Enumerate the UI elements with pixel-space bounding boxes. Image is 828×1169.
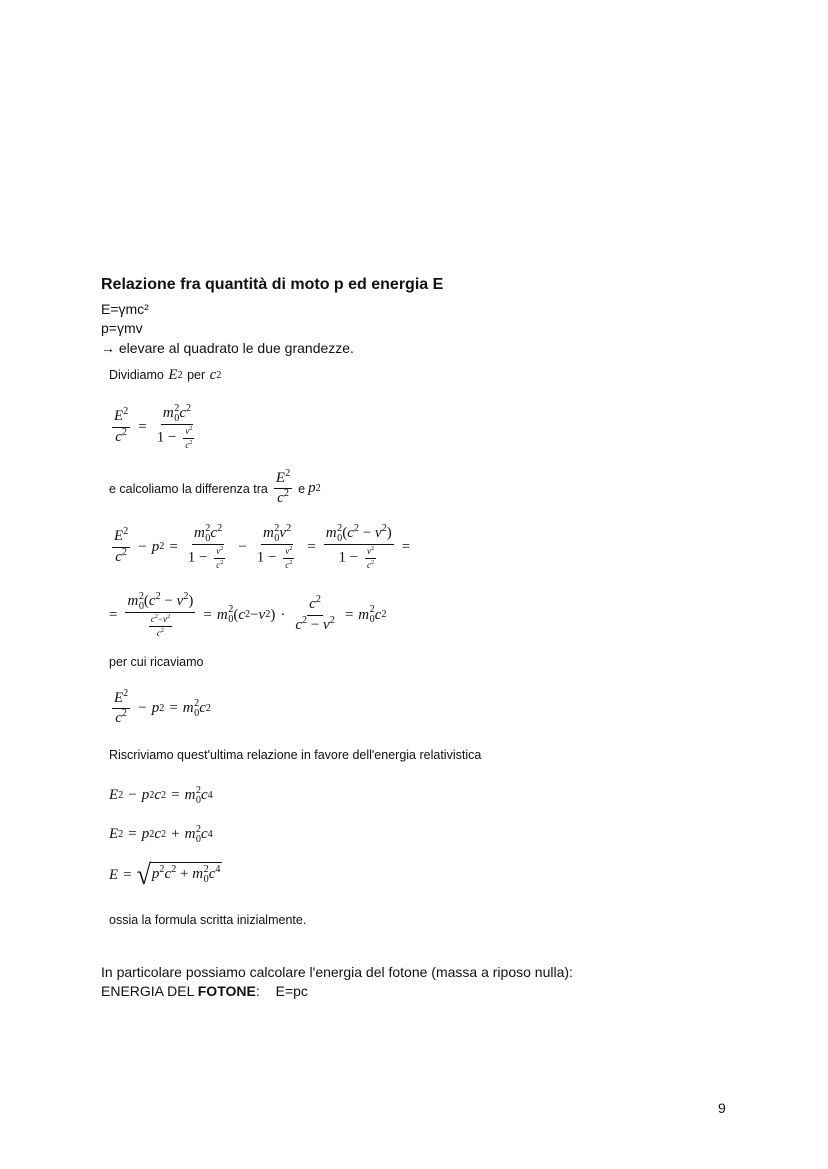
divide-intro: Dividiamo [109,368,164,382]
equation-energy-over-c2: $\frac{E^2}{c^2}$ = m 2 0 $c^2$ 1 − $\frac{v^2}{c^2}$ [114,403,193,450]
rewrite-text: Riscriviamo quest'ultima relazione in favore dell'energia relativistica [109,748,482,762]
equation-result: $\frac{E^2}{c^2}$ − p 2 = m 2 0 c 2 [114,688,211,727]
sqrt-symbol: √ $p^2c^2 + m$ 2 0 $c^4$ [136,858,221,891]
photon-formula: E=pc [275,983,308,999]
math-E2-over-c2: $\frac{E^2}{c^2}$ [275,468,291,507]
photon-intro: In particolare possiamo calcolare l'energia del fotone (massa a riposo nulla): [101,964,573,980]
difference-intro: e calcoliamo la differenza tra [109,481,268,496]
therefore-text: per cui ricaviamo [109,655,204,669]
photon-energy-line [101,983,308,999]
difference-and: e [298,481,306,496]
conclusion-text: ossia la formula scritta inizialmente. [109,913,307,927]
divide-line [109,366,221,384]
equation-difference-step2: = m 2 0 $(c^2 - v^2)$ $\frac{c^2-v^2}{c^2}$ = m 2 0 ( c 2 − v 2 ) · $\frac{c^2}{c^2 - v^2}$ = m 2 0 c 2 [109,591,387,638]
equation-energy-sqrt: E = √ $p^2c^2 + m$ 2 0 $c^4$ [109,858,221,891]
energy-equation: E=γmc² [101,301,149,317]
math-p2: p 2 [308,480,321,497]
momentum-equation: p=γmv [101,320,143,336]
section-heading: Relazione fra quantità di moto p ed energia E [101,276,444,293]
photon-bold: FOTONE [197,983,256,999]
math-c2: c 2 [209,367,222,383]
equation-rewrite-2: E 2 = p 2 c 2 + m 2 0 c 4 [109,824,213,845]
divide-word: per [187,368,206,382]
math-E2: E 2 [168,367,183,383]
page-number: 9 [718,1100,726,1116]
instruction-text: → elevare al quadrato le due grandezze. [101,340,354,356]
difference-line [109,470,321,508]
photon-label: ENERGIA DEL [101,983,194,999]
equation-rewrite-1: E 2 − p 2 c 2 = m 2 0 c 4 [109,785,213,806]
photon-colon: : [255,983,260,999]
equation-difference-step1: $\frac{E^2}{c^2}$ − p 2 = m 2 0 $c^2$ 1 − $\frac{v^2}{c^2}$ − m 2 0 $v^2$ 1 − $\frac{v^2}{c^2}$ = m 2 0 $(c^2 - v^2)$ 1 − $\frac{v^2}{c^2}$ = [114,523,411,570]
